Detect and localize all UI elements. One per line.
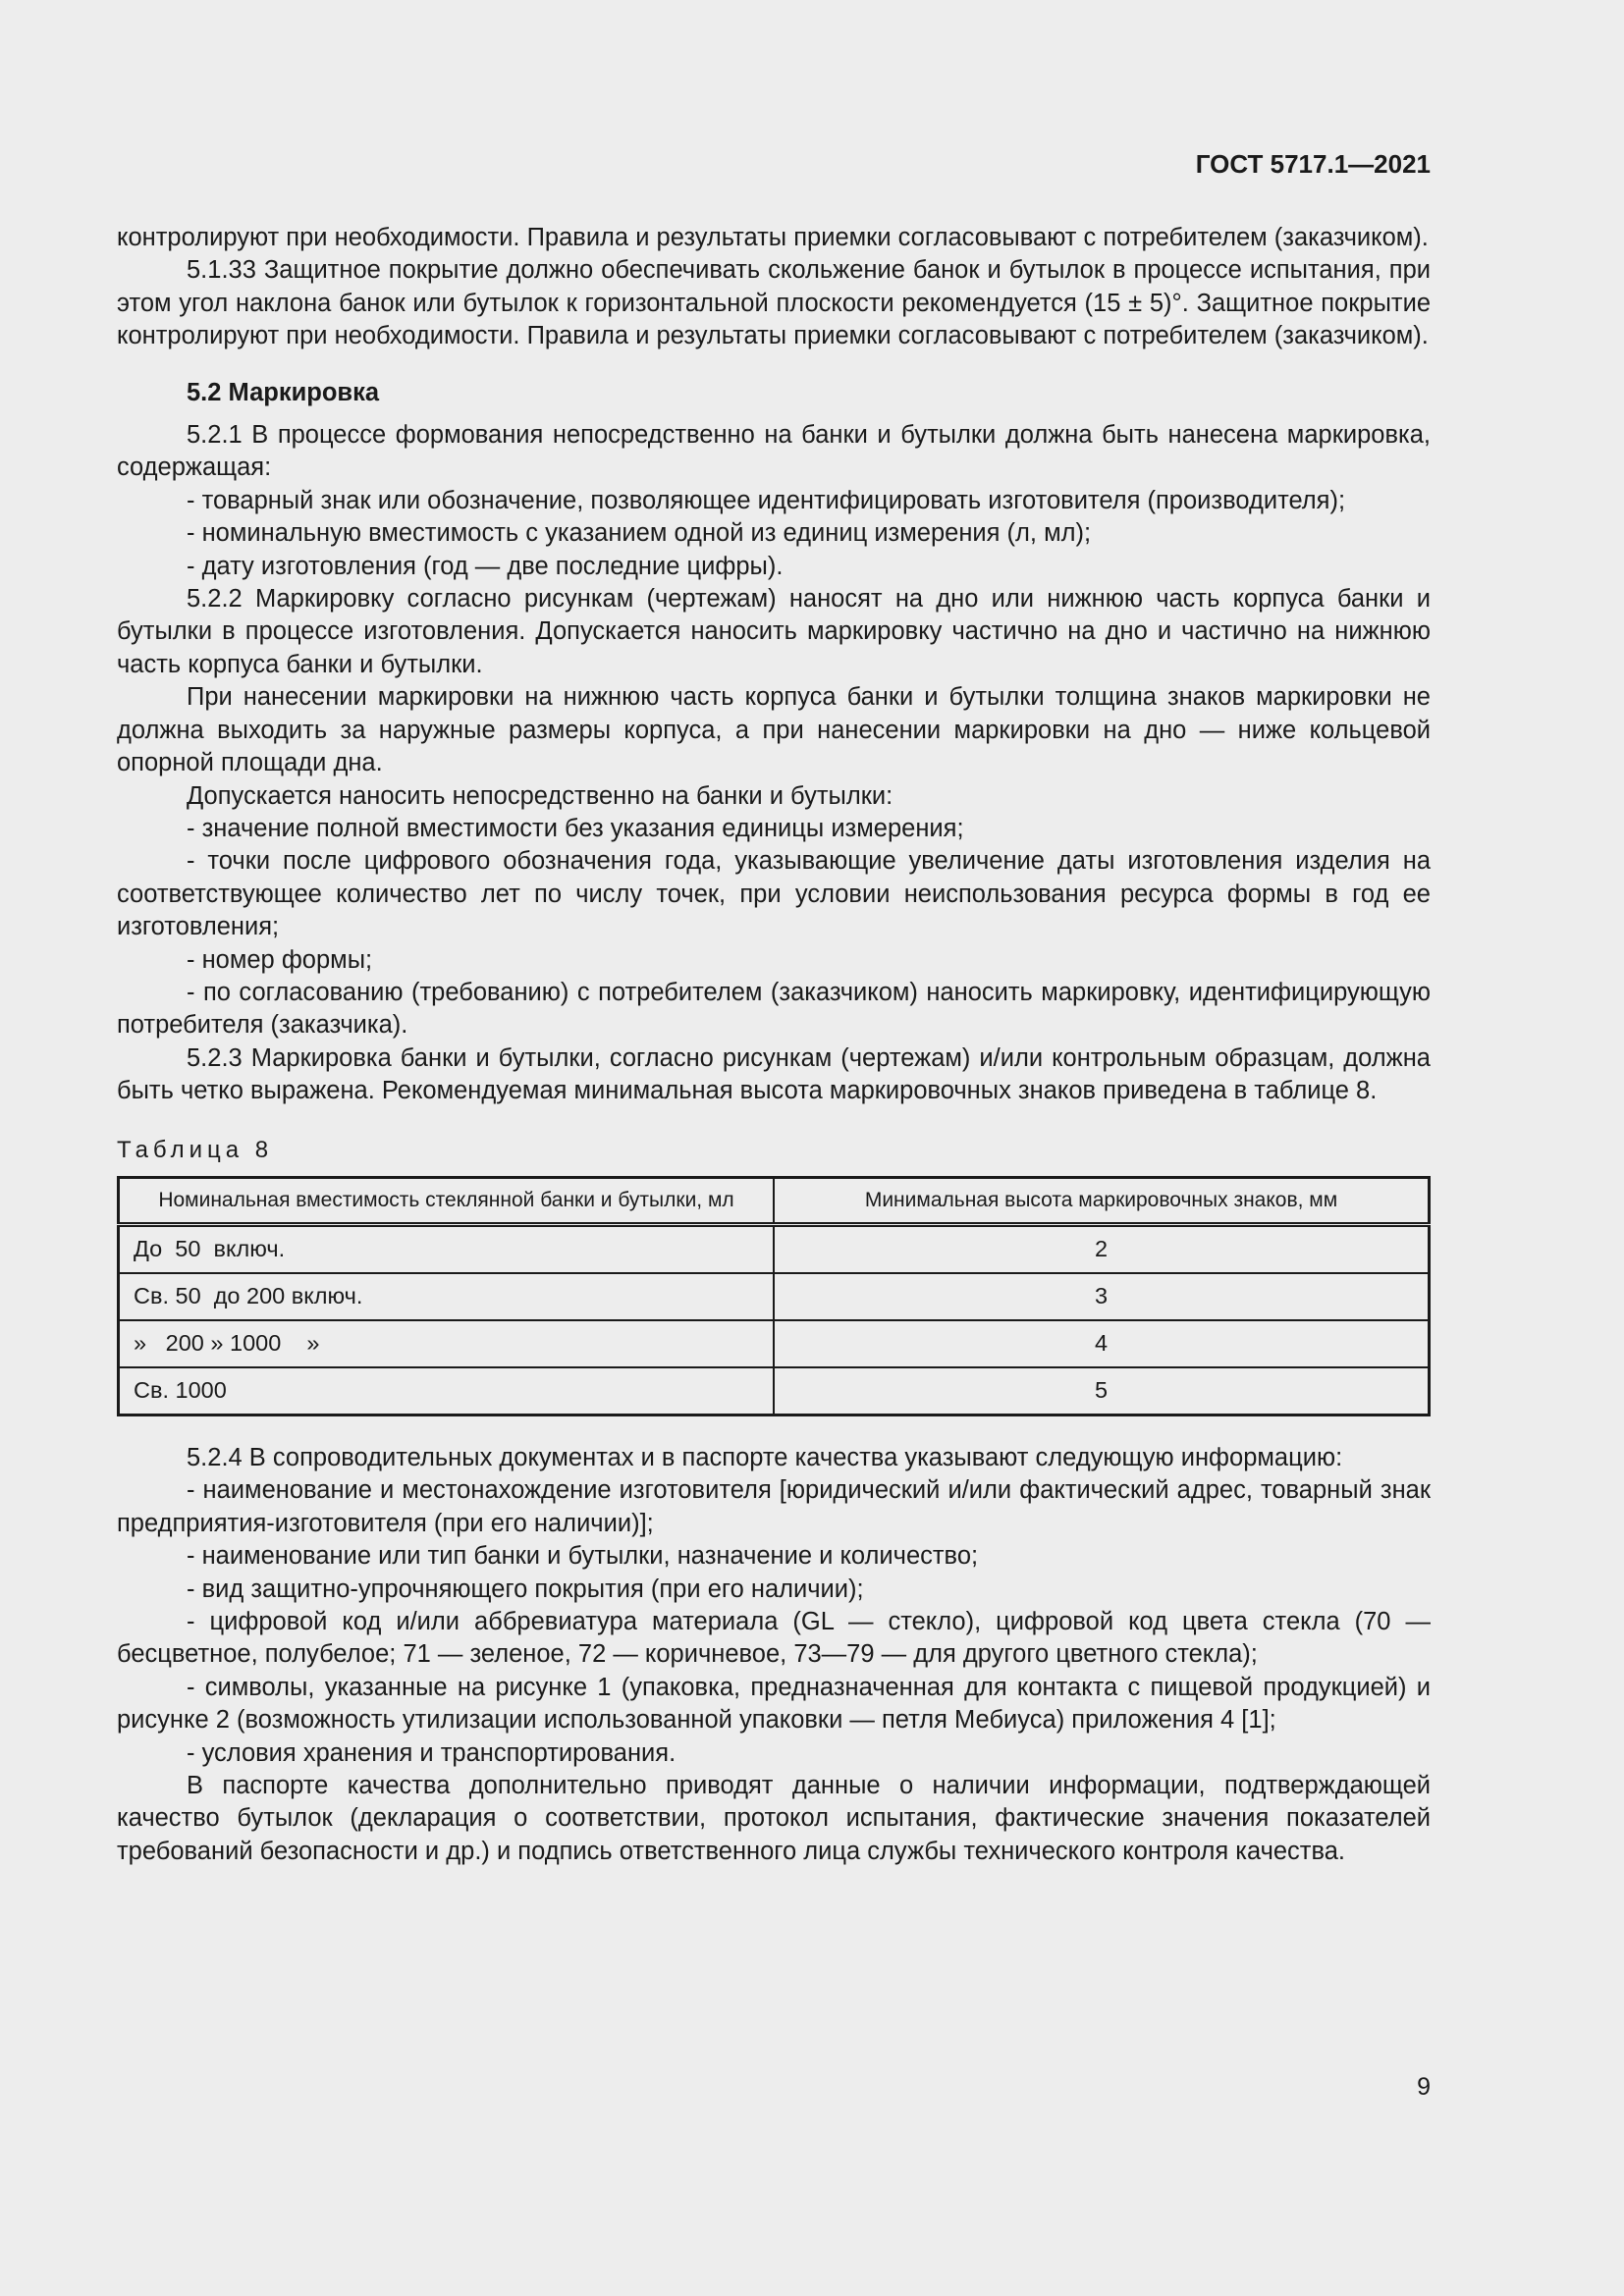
table-cell: » 200 » 1000 »	[119, 1320, 775, 1367]
table-row	[119, 1367, 1430, 1415]
paragraphs-mid	[117, 419, 1431, 1108]
page-content	[117, 222, 1431, 1868]
table-row	[119, 1320, 1430, 1367]
list-item: - номинальную вместимость с указанием одной из единиц измерения (л, мл);	[187, 519, 1092, 548]
table-row	[119, 1273, 1430, 1320]
paragraph: 5.2.4 В сопроводительных документах и в паспорте качества указывают следующую информацию:	[187, 1443, 1343, 1471]
list-item: - цифровой код и/или аббревиатура материала (GL — стекло), цифровой код цвета стекла (70 — бесцветное, полубелое; 71 — зеленое, 72 — коричневое, 73—79 — для другого цветного стекла);	[117, 1608, 1431, 1669]
list-item: - точки после цифрового обозначения года, указывающие увеличение даты изготовления изделия на соответствующее количество лет по числу точек, при условии неиспользования ресурса формы в год ее изготовления;	[117, 847, 1431, 941]
list-item: - товарный знак или обозначение, позволяющее идентифицировать изготовителя (производителя);	[187, 486, 1346, 514]
table-cell: 5	[774, 1367, 1430, 1415]
paragraphs-bottom	[117, 1442, 1431, 1868]
list-item: - значение полной вместимости без указания единицы измерения;	[187, 814, 964, 842]
paragraph: 5.1.33 Защитное покрытие должно обеспечивать скольжение банок и бутылок в процессе испытания, при этом угол наклона банок или бутылок к горизонтальной плоскости рекомендуется (15 ± 5)°. Защитное покрытие контролируют при необходимости. Правила и результаты приемки согласовывают с потребителем (заказчиком).	[117, 256, 1431, 350]
marking-height-table	[117, 1176, 1431, 1416]
list-item: - дату изготовления (год — две последние цифры).	[187, 552, 784, 580]
table-cell: 2	[774, 1224, 1430, 1273]
list-item: - символы, указанные на рисунке 1 (упаковка, предназначенная для контакта с пищевой продукцией) и рисунке 2 (возможность утилизации использованной упаковки — петля Мебиуса) приложения 4 [1];	[117, 1673, 1431, 1735]
table-row	[119, 1224, 1430, 1273]
table-cell: До 50 включ.	[119, 1224, 775, 1273]
paragraphs-top	[117, 222, 1431, 353]
paragraph: 5.2.3 Маркировка банки и бутылки, согласно рисункам (чертежам) и/или контрольным образцам, должна быть четко выражена. Рекомендуемая минимальная высота маркировочных знаков приведена в таблице 8.	[117, 1043, 1431, 1105]
page-number: 9	[1417, 2073, 1431, 2101]
paragraph: В паспорте качества дополнительно приводят данные о наличии информации, подтверждающей качество бутылок (декларация о соответствии, протокол испытания, фактические значения показателей требований безопасности и др.) и подпись ответственного лица службы технического контроля качества.	[117, 1772, 1431, 1865]
table-header-cell: Минимальная высота маркировочных знаков, мм	[774, 1177, 1430, 1224]
standard-code: ГОСТ 5717.1—2021	[1195, 149, 1431, 179]
list-item: - вид защитно-упрочняющего покрытия (при его наличии);	[187, 1575, 864, 1603]
paragraph: контролируют при необходимости. Правила и результаты приемки согласовывают с потребителем (заказчиком).	[117, 224, 1429, 251]
paragraph: 5.2.2 Маркировку согласно рисункам (чертежам) наносят на дно или нижнюю часть корпуса банки и бутылки в процессе изготовления. Допускается наносить маркировку частично на дно и частично на нижнюю часть корпуса банки и бутылки.	[117, 585, 1431, 678]
paragraph: При нанесении маркировки на нижнюю часть корпуса банки и бутылки толщина знаков маркировки не должна выходить за наружные размеры корпуса, а при нанесении маркировки на дно — ниже кольцевой опорной площади дна.	[117, 683, 1431, 777]
table-caption: Таблица 8	[117, 1136, 274, 1163]
table-header-cell: Номинальная вместимость стеклянной банки и бутылки, мл	[119, 1177, 775, 1224]
list-item: - условия хранения и транспортирования.	[187, 1738, 677, 1767]
table-cell: Св. 50 до 200 включ.	[119, 1273, 775, 1320]
table-header-row	[119, 1177, 1430, 1224]
table-cell: 4	[774, 1320, 1430, 1367]
list-item: - наименование и местонахождение изготовителя [юридический и/или фактический адрес, товарный знак предприятия-изготовителя (при его наличии)];	[117, 1476, 1431, 1537]
paragraph: 5.2.1 В процессе формования непосредственно на банки и бутылки должна быть нанесена маркировка, содержащая:	[117, 421, 1431, 482]
list-item: - наименование или тип банки и бутылки, назначение и количество;	[187, 1542, 979, 1571]
table-cell: Св. 1000	[119, 1367, 775, 1415]
section-heading: 5.2 Маркировка	[187, 378, 380, 406]
list-item: - по согласованию (требованию) с потребителем (заказчиком) наносить маркировку, идентифицирующую потребителя (заказчика).	[117, 978, 1431, 1040]
list-item: - номер формы;	[187, 945, 373, 974]
paragraph: Допускается наносить непосредственно на банки и бутылки:	[187, 781, 893, 810]
table-cell: 3	[774, 1273, 1430, 1320]
